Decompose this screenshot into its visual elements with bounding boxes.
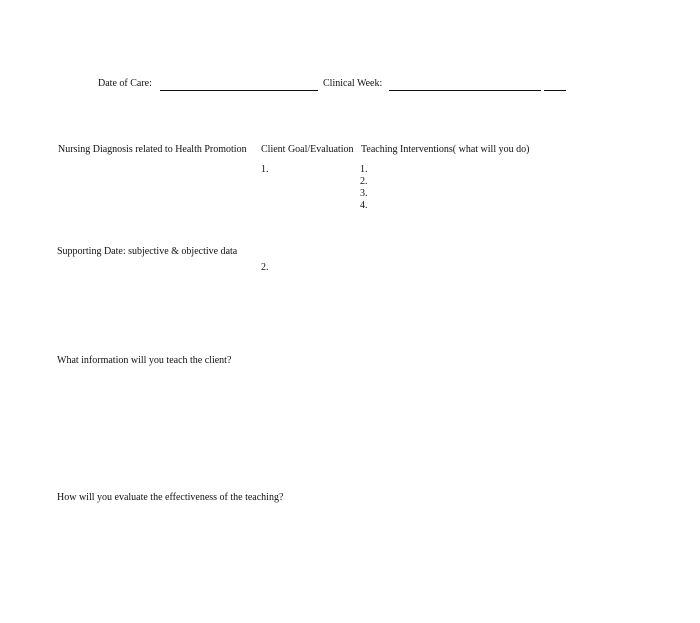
clinical-week-line-extension: [544, 90, 566, 91]
intervention-number: 3.: [360, 188, 368, 199]
goal-number: 2.: [261, 262, 269, 273]
supporting-data-label: Supporting Date: subjective & objective data: [57, 246, 238, 257]
interventions-column-header: Teaching Interventions( what will you do): [361, 144, 530, 155]
diagnosis-column-header: Nursing Diagnosis related to Health Promotion: [58, 144, 247, 155]
clinical-week-label: Clinical Week:: [323, 78, 383, 89]
intervention-number: 1.: [360, 164, 368, 175]
goal-number: 1.: [261, 164, 269, 175]
clinical-week-line: [389, 90, 541, 91]
evaluate-question: How will you evaluate the effectiveness of the teaching?: [57, 492, 284, 503]
teach-question: What information will you teach the client?: [57, 355, 232, 366]
intervention-number: 4.: [360, 200, 368, 211]
intervention-number: 2.: [360, 176, 368, 187]
goal-column-header: Client Goal/Evaluation: [261, 144, 354, 155]
date-of-care-line: [160, 90, 318, 91]
date-of-care-label: Date of Care:: [98, 78, 152, 89]
